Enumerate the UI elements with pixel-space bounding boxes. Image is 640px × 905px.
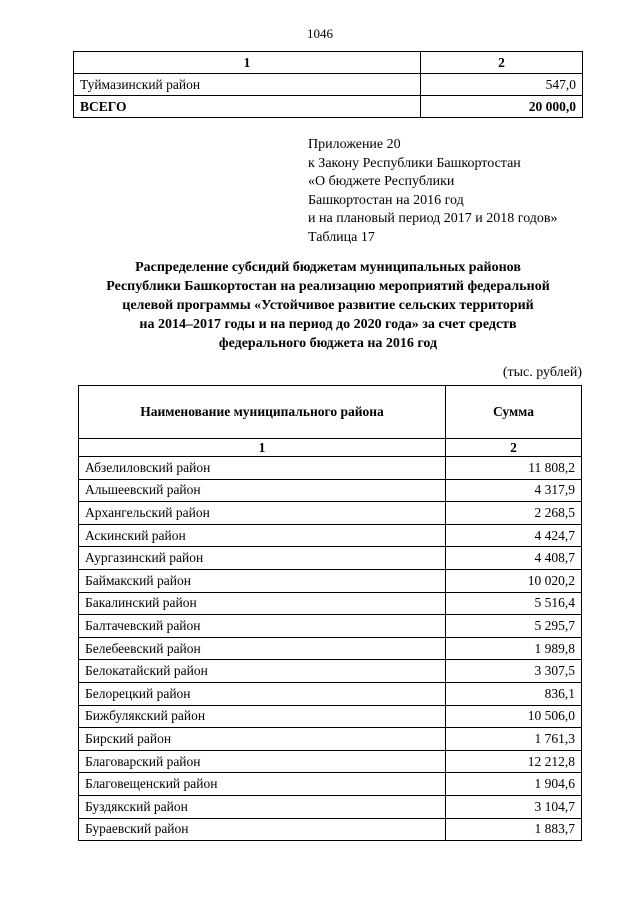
district-amount: 1 761,3 [446, 728, 582, 751]
page-number: 1046 [307, 26, 333, 41]
district-amount: 5 516,4 [446, 592, 582, 615]
district-name: Белебеевский район [79, 637, 446, 660]
total-row [74, 96, 583, 118]
table-row [79, 705, 582, 728]
title-line: федерального бюджета на 2016 год [218, 336, 438, 351]
district-name: Благоварский район [79, 750, 446, 773]
table-row [79, 524, 582, 547]
district-amount: 1 883,7 [446, 818, 582, 841]
subsidy-table [78, 385, 582, 841]
title-line: Распределение субсидий бюджетам муниципальных районов [135, 260, 521, 275]
table-row [79, 750, 582, 773]
header-amount: Сумма [446, 386, 582, 439]
district-amount: 3 307,5 [446, 660, 582, 683]
column-number-row [74, 52, 583, 74]
district-name: Бураевский район [79, 818, 446, 841]
table-row [79, 637, 582, 660]
district-name: Белорецкий район [79, 682, 446, 705]
column-number-2: 2 [421, 52, 583, 74]
column-number-2: 2 [446, 439, 582, 457]
district-amount: 10 506,0 [446, 705, 582, 728]
district-amount: 11 808,2 [446, 457, 582, 480]
appendix-line: «О бюджете Республики [308, 174, 455, 189]
appendix-line: Приложение 20 [308, 137, 401, 152]
district-name: Бирский район [79, 728, 446, 751]
appendix-header [308, 136, 558, 247]
total-label: ВСЕГО [74, 96, 421, 118]
document-title [73, 258, 583, 353]
district-name: Благовещенский район [79, 773, 446, 796]
table-row [79, 682, 582, 705]
continued-table [73, 51, 583, 118]
district-name: Аскинский район [79, 524, 446, 547]
title-line: Республики Башкортостан на реализацию мероприятий федеральной [106, 279, 550, 294]
column-number-1: 1 [74, 52, 421, 74]
table-row [79, 592, 582, 615]
table-row [79, 547, 582, 570]
table-row [79, 502, 582, 525]
district-name: Баймакский район [79, 569, 446, 592]
table-row [79, 569, 582, 592]
district-name: Бижбулякский район [79, 705, 446, 728]
table-row [79, 615, 582, 638]
district-name: Архангельский район [79, 502, 446, 525]
district-name: Белокатайский район [79, 660, 446, 683]
district-amount: 2 268,5 [446, 502, 582, 525]
district-amount: 1 989,8 [446, 637, 582, 660]
district-amount: 1 904,6 [446, 773, 582, 796]
header-row [79, 386, 582, 439]
title-line: на 2014–2017 годы и на период до 2020 года» за счет средств [139, 317, 517, 332]
appendix-line: Таблица 17 [308, 229, 375, 245]
district-amount: 836,1 [446, 682, 582, 705]
table-row [79, 795, 582, 818]
table-row [79, 818, 582, 841]
table-row [79, 479, 582, 502]
district-amount: 12 212,8 [446, 750, 582, 773]
table-row [74, 74, 583, 96]
district-amount: 5 295,7 [446, 615, 582, 638]
district-amount: 4 408,7 [446, 547, 582, 570]
column-number-row [79, 439, 582, 457]
appendix-line: Башкортостан на 2016 год [308, 192, 464, 208]
district-name: Бакалинский район [79, 592, 446, 615]
district-name: Туймазинский район [74, 74, 421, 96]
district-name: Аургазинский район [79, 547, 446, 570]
district-amount: 547,0 [421, 74, 583, 96]
district-name: Абзелиловский район [79, 457, 446, 480]
header-district-name: Наименование муниципального района [79, 386, 446, 439]
total-amount: 20 000,0 [421, 96, 583, 118]
units-label: (тыс. рублей) [502, 365, 582, 380]
district-amount: 10 020,2 [446, 569, 582, 592]
appendix-line: и на плановый период 2017 и 2018 годов» [308, 211, 558, 226]
title-line: целевой программы «Устойчивое развитие сельских территорий [122, 298, 534, 313]
district-amount: 4 317,9 [446, 479, 582, 502]
table-row [79, 728, 582, 751]
table-row [79, 457, 582, 480]
district-amount: 3 104,7 [446, 795, 582, 818]
table-row [79, 773, 582, 796]
district-name: Буздякский район [79, 795, 446, 818]
district-amount: 4 424,7 [446, 524, 582, 547]
district-name: Альшеевский район [79, 479, 446, 502]
appendix-line: к Закону Республики Башкортостан [308, 155, 521, 171]
district-name: Балтачевский район [79, 615, 446, 638]
column-number-1: 1 [79, 439, 446, 457]
table-row [79, 660, 582, 683]
